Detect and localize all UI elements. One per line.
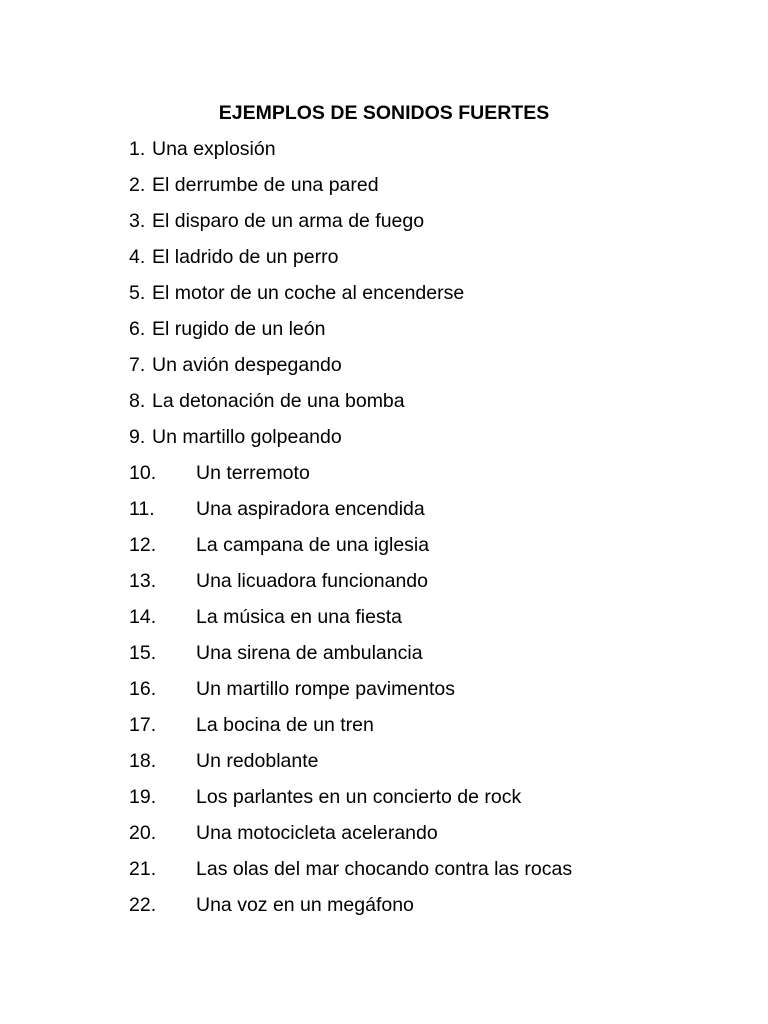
list-item-text: Una voz en un megáfono [196,894,414,916]
list-item-number: 15. [129,642,157,664]
list-item-number: 13. [129,570,157,592]
list-item-number: 5. [129,282,146,304]
list-item-text: El disparo de un arma de fuego [152,210,425,232]
list-item-text: Las olas del mar chocando contra las rocas [196,858,573,880]
list-item-number: 21. [129,858,157,880]
list-item-number: 17. [129,714,157,736]
sound-examples-list [129,137,729,929]
list-item-text: La detonación de una bomba [152,390,405,412]
list-item [129,569,729,605]
list-item-number: 19. [129,786,157,808]
list-item-text: Un avión despegando [152,354,342,376]
list-item-number: 9. [129,426,146,448]
list-item-text: Un martillo rompe pavimentos [196,678,456,700]
list-item-number: 4. [129,246,146,268]
list-item [129,533,729,569]
list-item-text: Una sirena de ambulancia [196,642,423,664]
list-item [129,353,729,389]
list-item [129,317,729,353]
list-item-number: 20. [129,822,157,844]
list-item [129,173,729,209]
list-item-text: La campana de una iglesia [196,534,430,556]
list-item-number: 2. [129,174,146,196]
list-item [129,677,729,713]
list-item [129,641,729,677]
list-item [129,749,729,785]
list-item [129,893,729,929]
list-item [129,389,729,425]
list-item-text: Una licuadora funcionando [196,570,429,592]
list-item-text: La música en una fiesta [196,606,402,628]
list-item-number: 6. [129,318,146,340]
list-item-text: El rugido de un león [152,318,326,340]
list-item-text: Una motocicleta acelerando [196,822,438,844]
list-item-text: La bocina de un tren [196,714,374,736]
list-item-text: Los parlantes en un concierto de rock [196,786,522,808]
list-item-number: 7. [129,354,146,376]
list-item [129,497,729,533]
list-item-number: 3. [129,210,146,232]
list-item-number: 10. [129,462,157,484]
list-item-number: 16. [129,678,157,700]
list-item [129,281,729,317]
list-item-number: 22. [129,894,157,916]
list-item [129,821,729,857]
list-item-text: El derrumbe de una pared [152,174,379,196]
list-item-number: 14. [129,606,157,628]
list-item [129,857,729,893]
list-item-number: 18. [129,750,157,772]
list-item [129,605,729,641]
list-item-text: Una aspiradora encendida [196,498,425,520]
list-item-text: El motor de un coche al encenderse [152,282,465,304]
list-item-number: 11. [129,498,155,520]
list-item [129,713,729,749]
list-item [129,245,729,281]
list-item [129,785,729,821]
list-item-number: 12. [129,534,157,556]
list-item-text: Un terremoto [196,462,310,484]
list-item-text: Una explosión [152,138,276,160]
list-item-number: 8. [129,390,146,412]
list-item-number: 1. [129,138,146,160]
list-item [129,425,729,461]
list-item-text: Un martillo golpeando [152,426,342,448]
list-item [129,461,729,497]
document-title: EJEMPLOS DE SONIDOS FUERTES [218,102,550,124]
list-item [129,137,729,173]
list-item [129,209,729,245]
list-item-text: Un redoblante [196,750,319,772]
list-item-text: El ladrido de un perro [152,246,339,268]
